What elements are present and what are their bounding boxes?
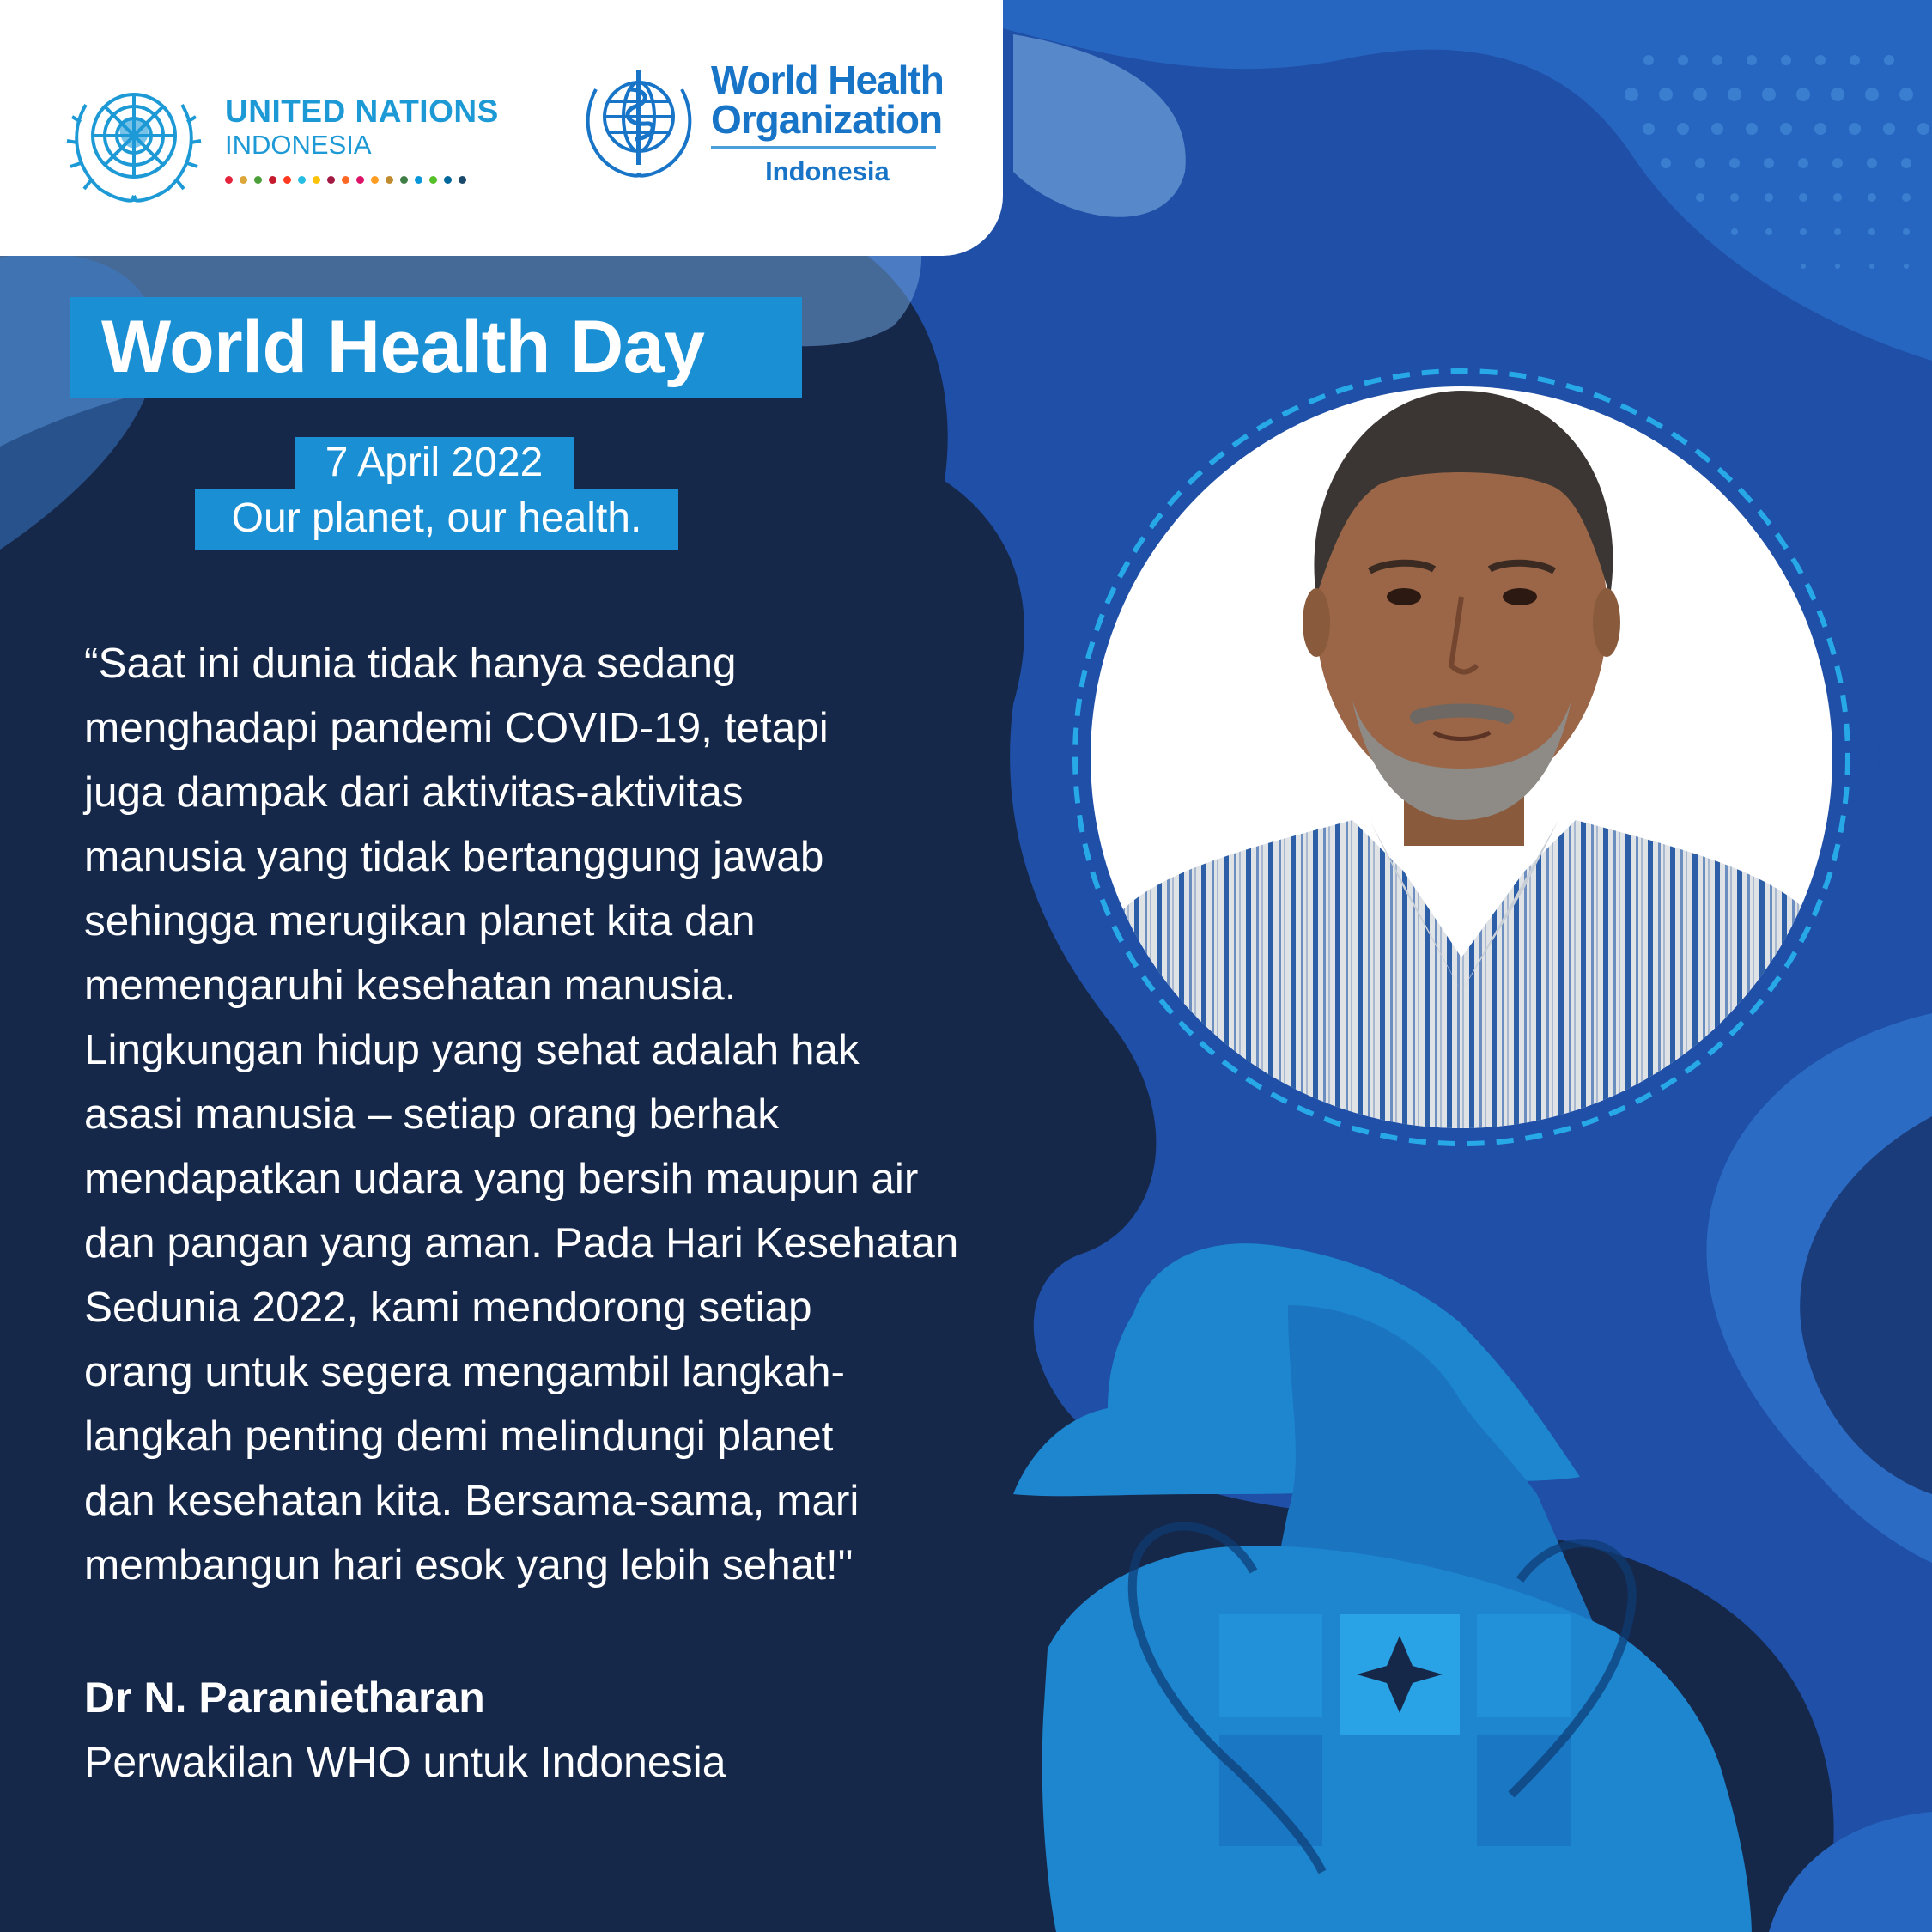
sdg-color-dots [225, 176, 499, 184]
sdg-dot [269, 176, 276, 184]
sdg-dot [459, 176, 466, 184]
un-title: UNITED NATIONS [225, 93, 499, 129]
sdg-dot [444, 176, 452, 184]
author-block [84, 1666, 726, 1795]
who-title-line2: Organization [711, 97, 943, 142]
quote-line: menghadapi pandemi COVID-19, tetapi [84, 704, 829, 751]
sdg-dot [356, 176, 364, 184]
sdg-dot [240, 176, 247, 184]
quote-line: membangun hari esok yang lebih sehat!" [84, 1541, 854, 1589]
quote-line: langkah penting demi melindungi planet [84, 1413, 834, 1460]
sdg-dot [327, 176, 335, 184]
un-emblem-icon [62, 70, 206, 206]
sdg-dot [342, 176, 349, 184]
sdg-dot [386, 176, 393, 184]
quote-line: asasi manusia – setiap orang berhak [84, 1091, 779, 1138]
quote-line: Sedunia 2022, kami mendorong setiap [84, 1284, 812, 1331]
sdg-dot [313, 176, 320, 184]
who-emblem-icon [579, 64, 699, 184]
event-date: 7 April 2022 [295, 437, 574, 489]
who-subtitle: Indonesia [765, 156, 890, 186]
un-subtitle: INDONESIA [225, 129, 372, 160]
quote-line: mendapatkan udara yang bersih maupun air [84, 1155, 919, 1202]
sdg-dot [225, 176, 233, 184]
who-logo [579, 60, 944, 186]
event-theme: Our planet, our health. [195, 489, 678, 550]
sdg-dot [415, 176, 422, 184]
un-logo [62, 70, 499, 206]
quote-line: manusia yang tidak bertanggung jawab [84, 833, 824, 880]
quote-line: Lingkungan hidup yang sehat adalah hak [84, 1026, 860, 1073]
sdg-dot [254, 176, 262, 184]
sdg-dot [298, 176, 306, 184]
sdg-dot [283, 176, 291, 184]
sdg-dot [429, 176, 437, 184]
quote-text [84, 631, 1089, 1597]
quote-line: dan kesehatan kita. Bersama-sama, mari [84, 1477, 860, 1524]
who-title-line1: World Health [711, 58, 944, 102]
portrait-photo [1043, 339, 1880, 1176]
header-card [0, 0, 1003, 256]
quote-line: orang untuk segera mengambil langkah- [84, 1348, 846, 1395]
sdg-dot [400, 176, 408, 184]
author-role: Perwakilan WHO untuk Indonesia [84, 1738, 726, 1786]
quote-line: sehingga merugikan planet kita dan [84, 897, 756, 945]
page-title: World Health Day [101, 306, 705, 388]
who-divider [711, 146, 936, 149]
sdg-dot [371, 176, 379, 184]
quote-line: “Saat ini dunia tidak hanya sedang [84, 640, 737, 687]
quote-line: memengaruhi kesehatan manusia. [84, 962, 737, 1009]
author-name: Dr N. Paranietharan [84, 1674, 485, 1722]
quote-line: dan pangan yang aman. Pada Hari Kesehatan [84, 1219, 959, 1267]
quote-line: juga dampak dari aktivitas-aktivitas [84, 769, 744, 816]
